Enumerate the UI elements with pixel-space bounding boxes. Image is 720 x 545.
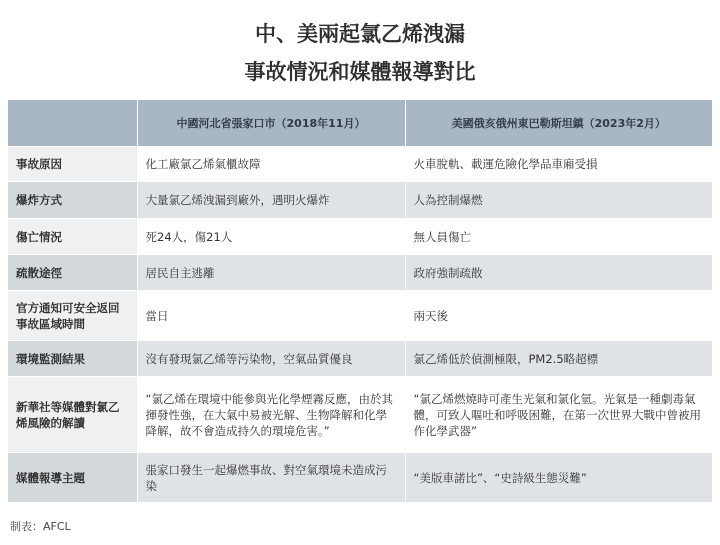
header-us: 美國俄亥俄州東巴勒斯坦鎮（2023年2月）: [405, 100, 712, 147]
cell-us: 兩天後: [405, 291, 712, 341]
cell-china: 化工廠氯乙烯氣櫃故障: [137, 147, 405, 182]
row-label: 媒體報導主題: [8, 453, 137, 503]
cell-china: 沒有發現氯乙烯等污染物，空氣品質優良: [137, 341, 405, 377]
comparison-table: [8, 100, 712, 503]
header-china: 中國河北省張家口市（2018年11月）: [137, 100, 405, 147]
row-label: 疏散途徑: [8, 255, 137, 291]
cell-us: 人為控制爆燃: [405, 182, 712, 219]
table-row: [8, 377, 712, 453]
table-header-row: [8, 100, 712, 147]
cell-china: 當日: [137, 291, 405, 341]
cell-us: 氯乙烯低於偵測極限，PM2.5略超標: [405, 341, 712, 377]
table-row: [8, 147, 712, 182]
cell-us: 政府強制疏散: [405, 255, 712, 291]
table-row: [8, 219, 712, 255]
table-row: [8, 255, 712, 291]
cell-china: 張家口發生一起爆燃事故、對空氣環境未造成污染: [137, 453, 405, 503]
cell-us: 無人員傷亡: [405, 219, 712, 255]
row-label: 新華社等媒體對氯乙烯風險的解讀: [8, 377, 137, 453]
table-row: [8, 182, 712, 219]
cell-china: 死24人，傷21人: [137, 219, 405, 255]
table-row: [8, 341, 712, 377]
title-line-2: 事故情況和媒體報導對比: [244, 60, 476, 84]
row-label: 官方通知可安全返回事故區域時間: [8, 291, 137, 341]
cell-china: “氯乙烯在環境中能參與光化學煙霧反應，由於其揮發性強，在大氣中易被光解、生物降解和化學降解，故不會造成持久的環境危害。”: [137, 377, 405, 453]
cell-us: “氯乙烯燃燒時可產生光氣和氯化氫。光氣是一種劇毒氣體，可致人嘔吐和呼吸困難，在第一次世界大戰中曾被用作化學武器”: [405, 377, 712, 453]
source-credit: 制表：AFCL: [10, 520, 71, 533]
cell-china: 居民自主逃離: [137, 255, 405, 291]
cell-us: 火車脫軌、載運危險化學品車廂受損: [405, 147, 712, 182]
table-row: [8, 291, 712, 341]
header-corner: [8, 100, 137, 147]
title-line-1: 中、美兩起氯乙烯洩漏: [255, 22, 465, 46]
cell-us: “美版車諾比”、“史詩級生態災難”: [405, 453, 712, 503]
row-label: 傷亡情況: [8, 219, 137, 255]
row-label: 環境監測結果: [8, 341, 137, 377]
cell-china: 大量氯乙烯洩漏到廠外，遇明火爆炸: [137, 182, 405, 219]
row-label: 事故原因: [8, 147, 137, 182]
row-label: 爆炸方式: [8, 182, 137, 219]
table-row: [8, 453, 712, 503]
